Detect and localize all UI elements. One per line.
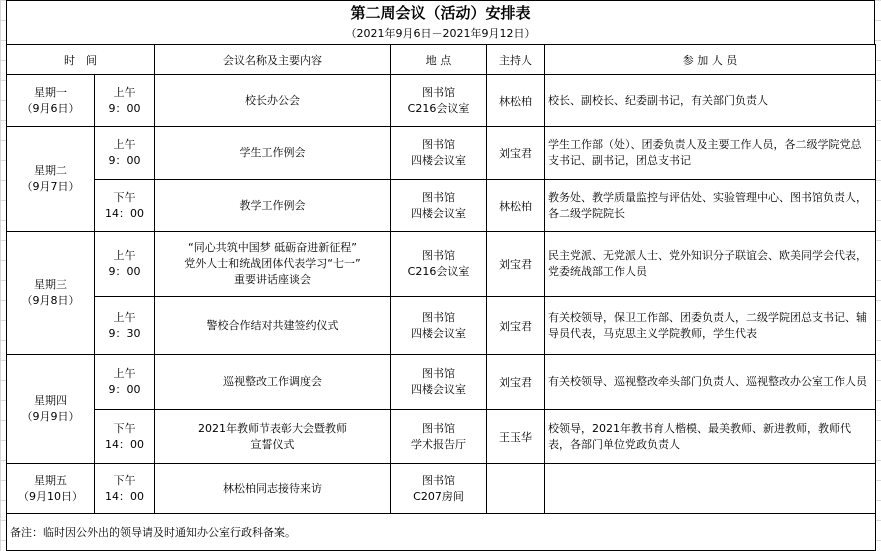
period-label: 上午 xyxy=(113,367,136,380)
meeting-name-line: 党外人士和统战团体代表学习“七一” xyxy=(184,257,361,270)
place-line: 四楼会议室 xyxy=(411,154,466,167)
place-cell[interactable] xyxy=(391,297,487,355)
place-cell[interactable] xyxy=(391,232,487,297)
time-label: 9：30 xyxy=(108,326,141,340)
meeting-name-line: 校长办公会 xyxy=(245,93,300,107)
time-cell[interactable] xyxy=(95,464,155,514)
table-row xyxy=(7,410,876,464)
participants-cell[interactable]: 学生工作部（处）、团委负责人及主要工作人员，各二级学院党总支书记、副书记，团总支书记 xyxy=(545,127,876,180)
table-row xyxy=(7,297,876,355)
participants-cell[interactable] xyxy=(545,464,876,514)
host-cell[interactable]: 王玉华 xyxy=(487,410,545,464)
participants-cell[interactable]: 教务处、教学质量监控与评估处、实验管理中心、图书馆负责人，各二级学院院长 xyxy=(545,180,876,232)
table-row xyxy=(7,232,876,297)
meeting-name-line: 宣誓仪式 xyxy=(250,437,295,451)
meeting-name-line: “同心共筑中国梦 砥砺奋进新征程” xyxy=(188,241,357,254)
footnote[interactable]: 备注：临时因公外出的领导请及时通知办公室行政科备案。 xyxy=(7,514,876,551)
time-cell[interactable] xyxy=(95,410,155,464)
place-line: 四楼会议室 xyxy=(411,206,466,220)
day-cell-tuesday[interactable] xyxy=(7,127,95,232)
participants-cell[interactable]: 校长、副校长、纪委副书记，有关部门负责人 xyxy=(545,75,876,127)
period-label: 下午 xyxy=(113,190,136,204)
period-label: 上午 xyxy=(113,138,136,151)
day-date: （9月10日） xyxy=(18,489,83,503)
place-line: 四楼会议室 xyxy=(411,383,466,396)
period-label: 下午 xyxy=(113,421,136,435)
place-line: 图书馆 xyxy=(422,421,455,435)
table-row xyxy=(7,180,876,232)
day-date: （9月7日） xyxy=(21,180,80,193)
day-cell-friday[interactable] xyxy=(7,464,95,514)
page-title: 第二周会议（活动）安排表 xyxy=(6,0,875,24)
host-cell[interactable] xyxy=(487,464,545,514)
place-cell[interactable] xyxy=(391,410,487,464)
time-cell[interactable] xyxy=(95,355,155,410)
period-label: 上午 xyxy=(113,249,136,262)
time-label: 14：00 xyxy=(105,437,144,451)
host-cell[interactable]: 刘宝君 xyxy=(487,127,545,180)
time-label: 9：00 xyxy=(108,154,141,167)
time-label: 14：00 xyxy=(105,489,144,503)
host-cell[interactable]: 刘宝君 xyxy=(487,297,545,355)
place-line: 图书馆 xyxy=(422,249,455,262)
table-row xyxy=(7,127,876,180)
day-name: 星期三 xyxy=(34,278,67,291)
participants-cell[interactable]: 民主党派、无党派人士、党外知识分子联谊会、欧美同学会代表，党委统战部工作人员 xyxy=(545,232,876,297)
place-cell[interactable] xyxy=(391,464,487,514)
place-line: 图书馆 xyxy=(422,85,455,99)
table-row xyxy=(7,75,876,127)
time-label: 9：00 xyxy=(108,101,141,115)
header-host[interactable]: 主持人 xyxy=(487,45,545,75)
meeting-name-line: 学生工作例会 xyxy=(239,146,306,159)
note-row xyxy=(7,514,876,551)
meeting-name-cell[interactable] xyxy=(155,180,391,232)
day-name: 星期一 xyxy=(34,85,67,99)
time-cell[interactable] xyxy=(95,75,155,127)
place-line: 图书馆 xyxy=(422,473,455,487)
period-label: 上午 xyxy=(113,310,136,324)
day-date: （9月8日） xyxy=(21,294,80,307)
day-cell-thursday[interactable] xyxy=(7,355,95,464)
meeting-name-cell[interactable] xyxy=(155,355,391,410)
time-cell[interactable] xyxy=(95,232,155,297)
place-line: C216会议室 xyxy=(407,101,470,115)
host-cell[interactable]: 林松柏 xyxy=(487,75,545,127)
place-cell[interactable] xyxy=(391,180,487,232)
time-label: 9：00 xyxy=(108,265,141,278)
host-cell[interactable]: 刘宝君 xyxy=(487,355,545,410)
place-cell[interactable] xyxy=(391,75,487,127)
table-row xyxy=(7,464,876,514)
meeting-name-line: 林松柏同志接待来访 xyxy=(223,481,322,495)
meeting-name-cell[interactable] xyxy=(155,464,391,514)
place-line: C207房间 xyxy=(413,489,464,503)
host-cell[interactable]: 刘宝君 xyxy=(487,232,545,297)
day-cell-monday[interactable] xyxy=(7,75,95,127)
participants-cell[interactable]: 校领导，2021年教书育人楷模、最美教师、新进教师，教师代表，各部门单位党政负责人 xyxy=(545,410,876,464)
place-line: 图书馆 xyxy=(422,190,455,204)
meeting-name-line: 警校合作结对共建签约仪式 xyxy=(206,318,339,332)
place-line: C216会议室 xyxy=(407,265,470,278)
place-cell[interactable] xyxy=(391,355,487,410)
time-label: 14：00 xyxy=(105,206,144,220)
meeting-name-line: 教学工作例会 xyxy=(239,198,306,212)
day-date: （9月9日） xyxy=(21,410,80,423)
schedule-table xyxy=(6,44,876,551)
meeting-name-cell[interactable] xyxy=(155,232,391,297)
time-label: 9：00 xyxy=(108,383,141,396)
meeting-name-line: 巡视整改工作调度会 xyxy=(223,375,322,388)
day-name: 星期二 xyxy=(34,164,67,177)
day-name: 星期五 xyxy=(34,473,67,487)
time-cell[interactable] xyxy=(95,127,155,180)
place-line: 图书馆 xyxy=(422,367,455,380)
meeting-name-line: 2021年教师节表彰大会暨教师 xyxy=(198,421,347,435)
meeting-name-cell[interactable] xyxy=(155,297,391,355)
day-date: （9月6日） xyxy=(21,101,80,115)
meeting-name-cell[interactable] xyxy=(155,75,391,127)
header-meeting-name[interactable]: 会议名称及主要内容 xyxy=(155,45,391,75)
period-label: 下午 xyxy=(113,473,136,487)
meeting-name-cell[interactable] xyxy=(155,410,391,464)
table-row xyxy=(7,355,876,410)
day-cell-wednesday[interactable] xyxy=(7,232,95,355)
meeting-name-line: 重要讲话座谈会 xyxy=(234,273,311,286)
date-range: （2021年9月6日－2021年9月12日） xyxy=(6,24,875,44)
participants-cell[interactable]: 有关校领导、巡视整改牵头部门负责人、巡视整改办公室工作人员 xyxy=(545,355,876,410)
header-participants[interactable]: 参 加 人 员 xyxy=(545,45,876,75)
period-label: 上午 xyxy=(113,85,136,99)
place-cell[interactable] xyxy=(391,127,487,180)
header-time[interactable]: 时 间 xyxy=(7,45,155,75)
time-cell[interactable] xyxy=(95,180,155,232)
time-cell[interactable] xyxy=(95,297,155,355)
header-row xyxy=(7,45,876,75)
place-line: 学术报告厅 xyxy=(411,437,466,451)
place-line: 四楼会议室 xyxy=(411,326,466,340)
day-name: 星期四 xyxy=(34,394,67,407)
host-cell[interactable]: 林松柏 xyxy=(487,180,545,232)
place-line: 图书馆 xyxy=(422,310,455,324)
participants-cell[interactable]: 有关校领导，保卫工作部、团委负责人，二级学院团总支书记、辅导员代表，马克思主义学院教师，学生代表 xyxy=(545,297,876,355)
place-line: 图书馆 xyxy=(422,138,455,151)
meeting-name-cell[interactable] xyxy=(155,127,391,180)
header-place[interactable]: 地 点 xyxy=(391,45,487,75)
